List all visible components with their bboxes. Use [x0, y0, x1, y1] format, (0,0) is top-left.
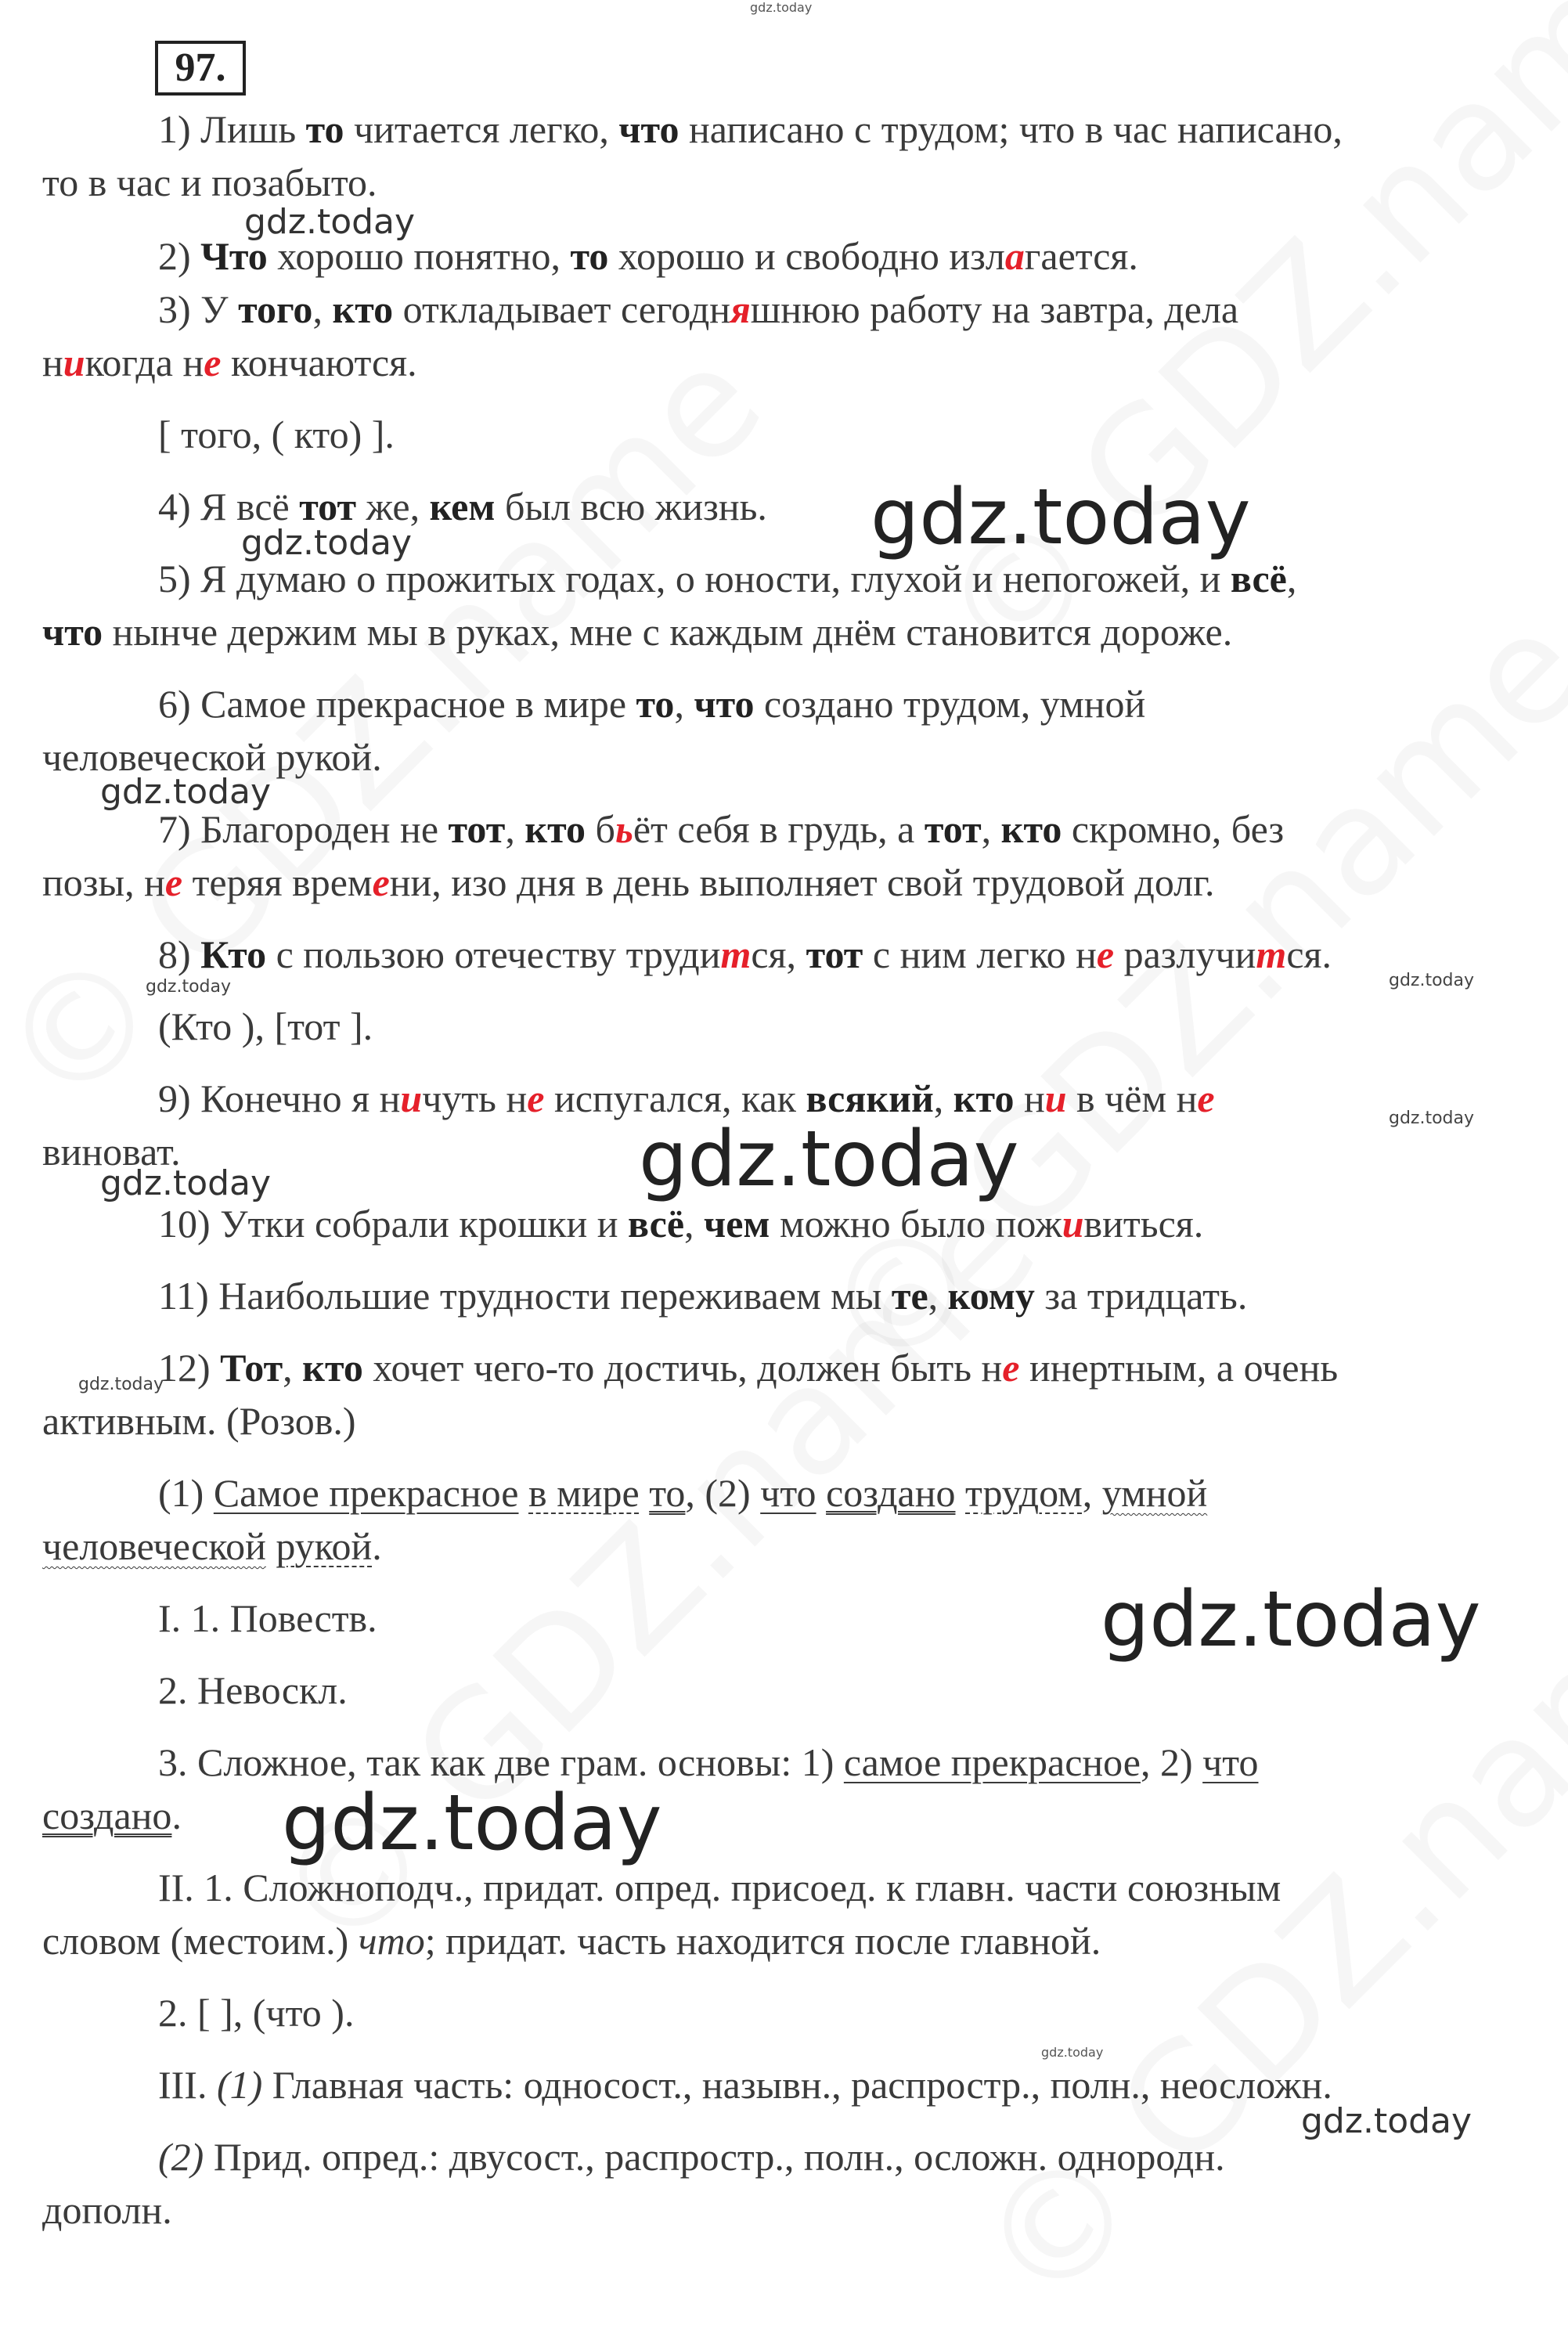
sentence-5-line-2: что нынче держим мы в руках, мне с каждым днём становится дороже. — [42, 610, 1233, 654]
watermark: gdz.today — [100, 1163, 272, 1203]
sentence-4: 4) Я всё тот же, кем был всю жизнь. — [158, 485, 767, 528]
watermark: gdz.today — [282, 1779, 662, 1868]
analysis-iii-2-line-2: дополн. — [42, 2188, 172, 2232]
watermark: gdz.today — [750, 0, 813, 15]
scheme-3: [ того, ( кто) ]. — [158, 413, 395, 456]
sentence-11: 11) Наибольшие трудности переживаем мы те, кому за тридцать. — [158, 1274, 1248, 1318]
watermark: gdz.today — [871, 473, 1251, 562]
sentence-6-line-2: человеческой рукой. — [42, 735, 382, 779]
sentence-1-line-2: то в час и позабыто. — [42, 160, 377, 204]
sentence-1-line-1: 1) Лишь то читается легко, что написано с трудом; что в час написано, — [158, 107, 1343, 151]
analysis-i-2: 2. Невоскл. — [158, 1668, 348, 1712]
analysis-ii-1-line-1: II. 1. Сложноподч., придат. опред. присоед. к главн. части союзным — [158, 1866, 1281, 1909]
analysis-iii-1: III. (1) Главная часть: односост., назывн., распростр., полн., неосложн. — [158, 2063, 1332, 2107]
watermark: gdz.today — [639, 1115, 1019, 1204]
watermark: gdz.today — [1389, 1109, 1475, 1128]
analysis-ii-2: 2. [ ], (что ). — [158, 1991, 355, 2035]
analysis-i-1: I. 1. Повеств. — [158, 1596, 377, 1640]
sentence-8: 8) Кто с пользою отечеству трудится, тот с ним легко не разлучится. — [158, 932, 1332, 976]
sentence-3-line-2: никогда не кончаются. — [42, 341, 417, 384]
watermark: gdz.today — [1041, 2045, 1104, 2060]
sentence-5-line-1: 5) Я думаю о прожитых годах, о юности, глухой и непогожей, и всё, — [158, 557, 1297, 600]
sentence-9-line-1: 9) Конечно я ничуть не испугался, как всякий, кто ни в чём не — [158, 1076, 1215, 1120]
watermark: gdz.today — [241, 523, 413, 563]
sentence-7-line-1: 7) Благороден не тот, кто бьёт себя в грудь, а тот, кто скромно, без — [158, 807, 1285, 851]
watermark: gdz.today — [100, 772, 272, 812]
watermark: gdz.today — [244, 202, 416, 242]
scheme-8: (Кто ), [тот ]. — [158, 1004, 373, 1048]
sentence-12-line-1: 12) Тот, кто хочет чего-то достичь, должен быть не инертным, а очень — [158, 1346, 1339, 1390]
background-watermark — [0, 315, 795, 1142]
watermark: gdz.today — [78, 1375, 164, 1394]
sentence-7-line-2: позы, не теряя времени, изо дня в день выполняет свой трудовой долг. — [42, 860, 1215, 904]
watermark: gdz.today — [1301, 2101, 1472, 2141]
sentence-6-line-1: 6) Самое прекрасное в мире то, что создано трудом, умной — [158, 682, 1146, 726]
watermark: gdz.today — [1389, 971, 1475, 990]
sentence-10: 10) Утки собрали крошки и всё, чем можно было поживиться. — [158, 1202, 1204, 1246]
sentence-12-line-2: активным. (Розов.) — [42, 1399, 356, 1443]
analysis-ii-1-line-2: словом (местоим.) что; придат. часть находится после главной. — [42, 1919, 1101, 1963]
sentence-3-line-1: 3) У того, кто откладывает сегодняшнюю работу на завтра, дела — [158, 287, 1239, 331]
analysis-sentence-line-2: человеческой рукой. — [42, 1524, 382, 1568]
analysis-i-3-line-1: 3. Сложное, так как две грам. основы: 1) самое прекрасное, 2) что — [158, 1740, 1259, 1784]
sentence-2: 2) Что хорошо понятно, то хорошо и свободно излагается. — [158, 234, 1138, 278]
sentence-9-line-2: виноват. — [42, 1130, 181, 1174]
analysis-iii-2-line-1: (2) Прид. опред.: двусост., распростр., полн., осложн. однородн. — [158, 2135, 1225, 2179]
analysis-sentence-line-1: (1) Самое прекрасное в мире то, (2) что создано трудом, умной — [158, 1471, 1208, 1515]
watermark: gdz.today — [146, 977, 232, 997]
watermark: gdz.today — [1101, 1575, 1481, 1664]
exercise-number: 97. — [155, 41, 246, 96]
analysis-i-3-line-2: создано. — [42, 1794, 182, 1837]
